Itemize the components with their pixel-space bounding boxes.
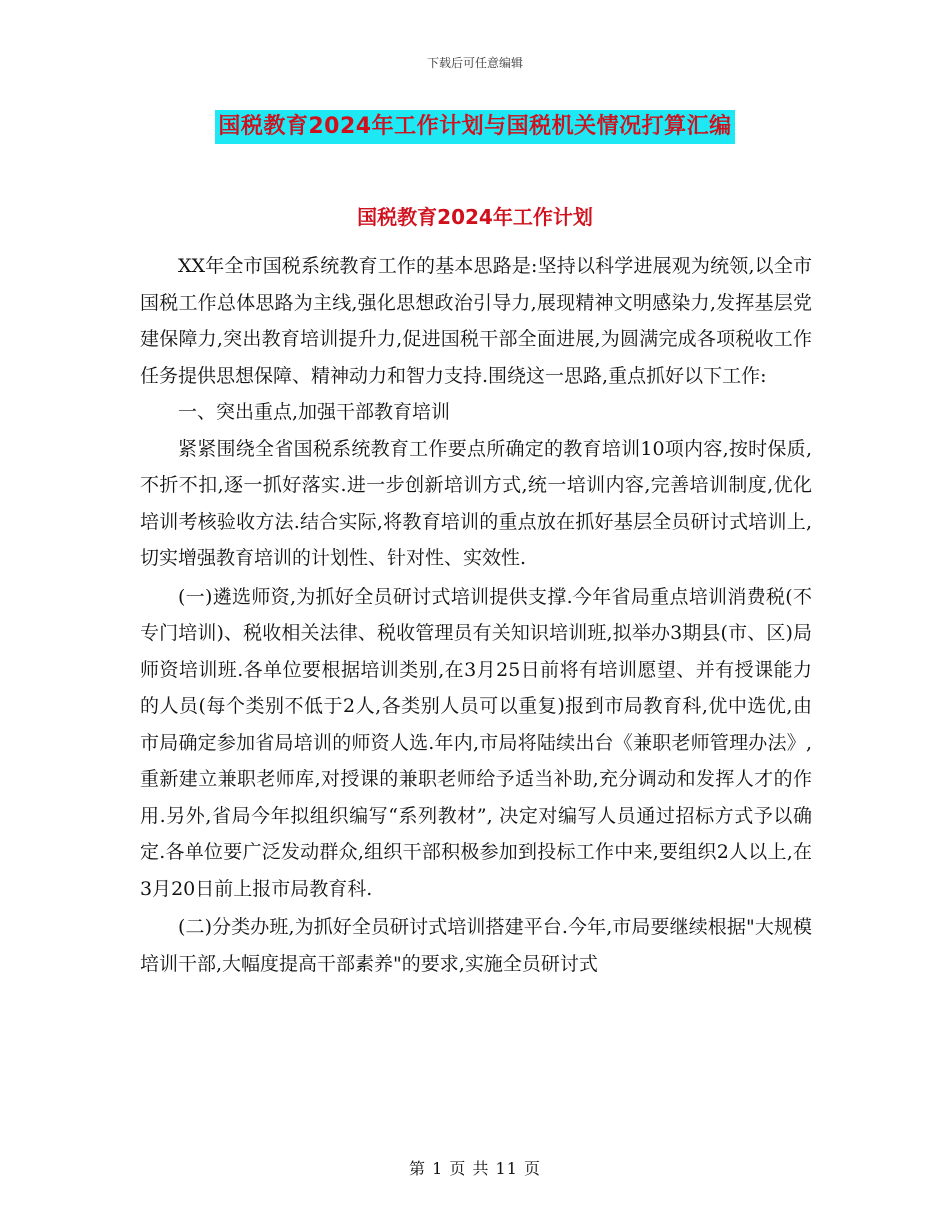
- page-footer: 第 1 页 共 11 页: [409, 1159, 541, 1178]
- header-note: 下载后可任意编辑: [426, 56, 523, 70]
- document-body: [140, 248, 812, 982]
- paragraph-item-two: (二)分类办班,为抓好全员研讨式培训搭建平台.今年,市局要继续根据"大规模培训干部,大幅度提高干部素养"的要求,实施全员研讨式: [140, 916, 812, 975]
- heading-section-one: 一、突出重点,加强干部教育培训: [178, 401, 451, 423]
- paragraph-training-focus: 紧紧围绕全省国税系统教育工作要点所确定的教育培训10项内容,按时保质,不折不扣,逐一抓好落实.进一步创新培训方式,统一培训内容,完善培训制度,优化培训考核验收方法.结合实际,将教育培训的重点放在抓好基层全员研讨式培训上,切实增强教育培训的计划性、针对性、实效性.: [140, 437, 812, 569]
- section-title: 国税教育2024年工作计划: [357, 205, 593, 229]
- paragraph-item-one: (一)遴选师资,为抓好全员研讨式培训提供支撑.今年省局重点培训消费税(不专门培训)、税收相关法律、税收管理员有关知识培训班,拟举办3期县(市、区)局师资培训班.各单位要根据培训类别,在3月25日前将有培训愿望、并有授课能力的人员(每个类别不低于2人,各类别人员可以重复)报到市局教育科,优中选优,由市局确定参加省局培训的师资人选.年内,市局将陆续出台《兼职老师管理办法》,重新建立兼职老师库,对授课的兼职老师给予适当补助,充分调动和发挥人才的作用.另外,省局今年拟组织编写“系列教材”, 决定对编写人员通过招标方式予以确定.各单位要广泛发动群众,组织干部积极参加到投标工作中来,要组织2人以上,在3月20日前上报市局教育科.: [140, 585, 812, 900]
- paragraph-intro: XX年全市国税系统教育工作的基本思路是:坚持以科学进展观为统领,以全市国税工作总体思路为主线,强化思想政治引导力,展现精神文明感染力,发挥基层党建保障力,突出教育培训提升力,促进国税干部全面进展,为圆满完成各项税收工作任务提供思想保障、精神动力和智力支持.围绕这一思路,重点抓好以下工作:: [140, 255, 812, 387]
- main-title-wrap: [0, 110, 950, 144]
- main-title: 国税教育2024年工作计划与国税机关情况打算汇编: [215, 110, 734, 144]
